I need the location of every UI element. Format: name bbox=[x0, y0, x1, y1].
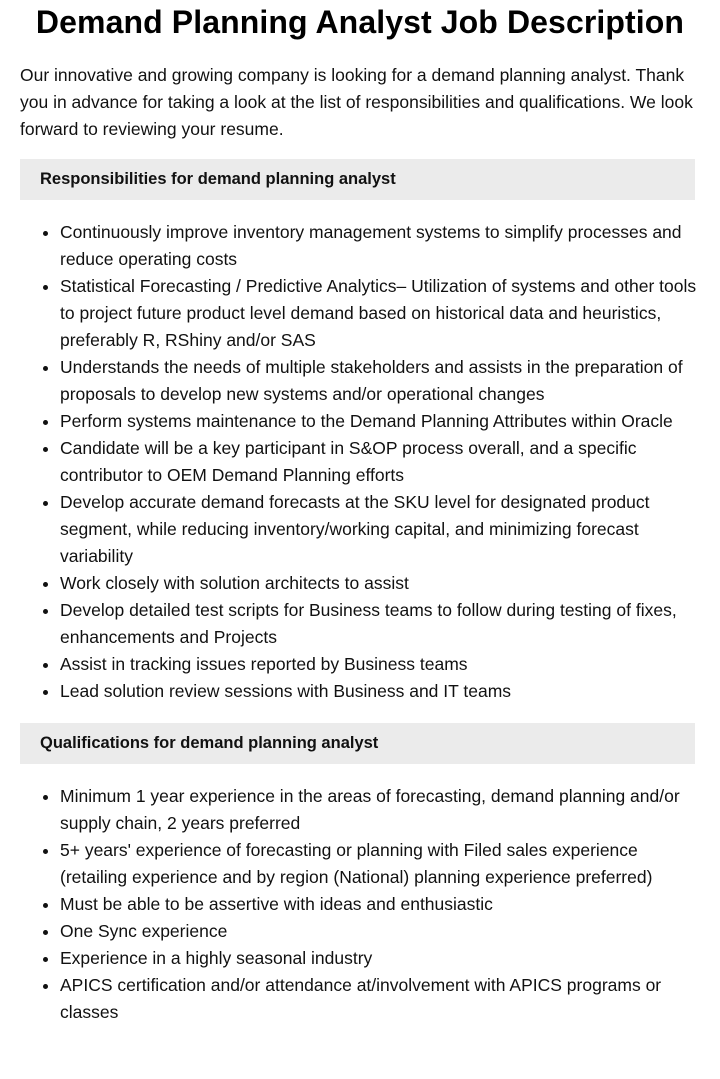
bullet-icon bbox=[43, 690, 48, 695]
list-item bbox=[60, 354, 700, 408]
bullet-icon bbox=[43, 501, 48, 506]
list-item bbox=[60, 783, 700, 837]
list-item-text: Work closely with solution architects to assist bbox=[60, 573, 409, 593]
list-item bbox=[60, 273, 700, 354]
list-item-text: APICS certification and/or attendance at/involvement with APICS programs or classes bbox=[60, 975, 662, 1022]
list-item-text: Experience in a highly seasonal industry bbox=[60, 948, 373, 968]
intro-paragraph: Our innovative and growing company is looking for a demand planning analyst. Thank you in advance for taking a look at the list of responsibilities and qualifications. We look forward to reviewing your resume. bbox=[20, 65, 693, 139]
list-item bbox=[60, 435, 700, 489]
list-item bbox=[60, 489, 700, 570]
bullet-icon bbox=[43, 447, 48, 452]
bullet-icon bbox=[43, 957, 48, 962]
bullet-icon bbox=[43, 663, 48, 668]
page-title: Demand Planning Analyst Job Description bbox=[35, 4, 685, 40]
bullet-icon bbox=[43, 582, 48, 587]
list-item-text: Understands the needs of multiple stakeholders and assists in the preparation of proposals to develop new systems and/or operational changes bbox=[60, 357, 683, 404]
list-item-text: Assist in tracking issues reported by Business teams bbox=[60, 654, 468, 674]
list-item-text: Candidate will be a key participant in S&OP process overall, and a specific contributor to OEM Demand Planning efforts bbox=[60, 438, 637, 485]
list-item bbox=[60, 918, 700, 945]
responsibilities-header: Responsibilities for demand planning analyst bbox=[20, 159, 695, 200]
list-item bbox=[60, 597, 700, 651]
list-item bbox=[60, 891, 700, 918]
list-item-text: Develop detailed test scripts for Business teams to follow during testing of fixes, enhancements and Projects bbox=[60, 600, 677, 647]
bullet-icon bbox=[43, 231, 48, 236]
bullet-icon bbox=[43, 795, 48, 800]
list-item-text: One Sync experience bbox=[60, 921, 228, 941]
list-item-text: 5+ years' experience of forecasting or planning with Filed sales experience (retailing experience and by region (National) planning experience preferred) bbox=[60, 840, 653, 887]
list-item bbox=[60, 651, 700, 678]
list-item bbox=[60, 837, 700, 891]
list-item-text: Minimum 1 year experience in the areas of forecasting, demand planning and/or supply chain, 2 years preferred bbox=[60, 786, 680, 833]
list-item bbox=[60, 972, 700, 1026]
list-item-text: Lead solution review sessions with Business and IT teams bbox=[60, 681, 512, 701]
list-item-text: Must be able to be assertive with ideas and enthusiastic bbox=[60, 894, 493, 914]
bullet-icon bbox=[43, 609, 48, 614]
list-item bbox=[60, 219, 700, 273]
list-item-text: Continuously improve inventory management systems to simplify processes and reduce operating costs bbox=[60, 222, 682, 269]
list-item bbox=[60, 408, 700, 435]
bullet-icon bbox=[43, 984, 48, 989]
bullet-icon bbox=[43, 285, 48, 290]
list-item bbox=[60, 945, 700, 972]
bullet-icon bbox=[43, 366, 48, 371]
bullet-icon bbox=[43, 903, 48, 908]
qualifications-header: Qualifications for demand planning analyst bbox=[20, 723, 695, 764]
bullet-icon bbox=[43, 420, 48, 425]
list-item-text: Develop accurate demand forecasts at the SKU level for designated product segment, while reducing inventory/working capital, and minimizing forecast variability bbox=[60, 492, 650, 566]
list-item-text: Statistical Forecasting / Predictive Analytics– Utilization of systems and other tools to project future product level demand based on historical data and heuristics, preferably R, RShiny and/or SAS bbox=[60, 276, 697, 350]
bullet-icon bbox=[43, 849, 48, 854]
bullet-icon bbox=[43, 930, 48, 935]
list-item bbox=[60, 570, 700, 597]
list-item-text: Perform systems maintenance to the Demand Planning Attributes within Oracle bbox=[60, 411, 673, 431]
responsibilities-list bbox=[20, 219, 700, 705]
qualifications-list bbox=[20, 783, 700, 1026]
list-item bbox=[60, 678, 700, 705]
